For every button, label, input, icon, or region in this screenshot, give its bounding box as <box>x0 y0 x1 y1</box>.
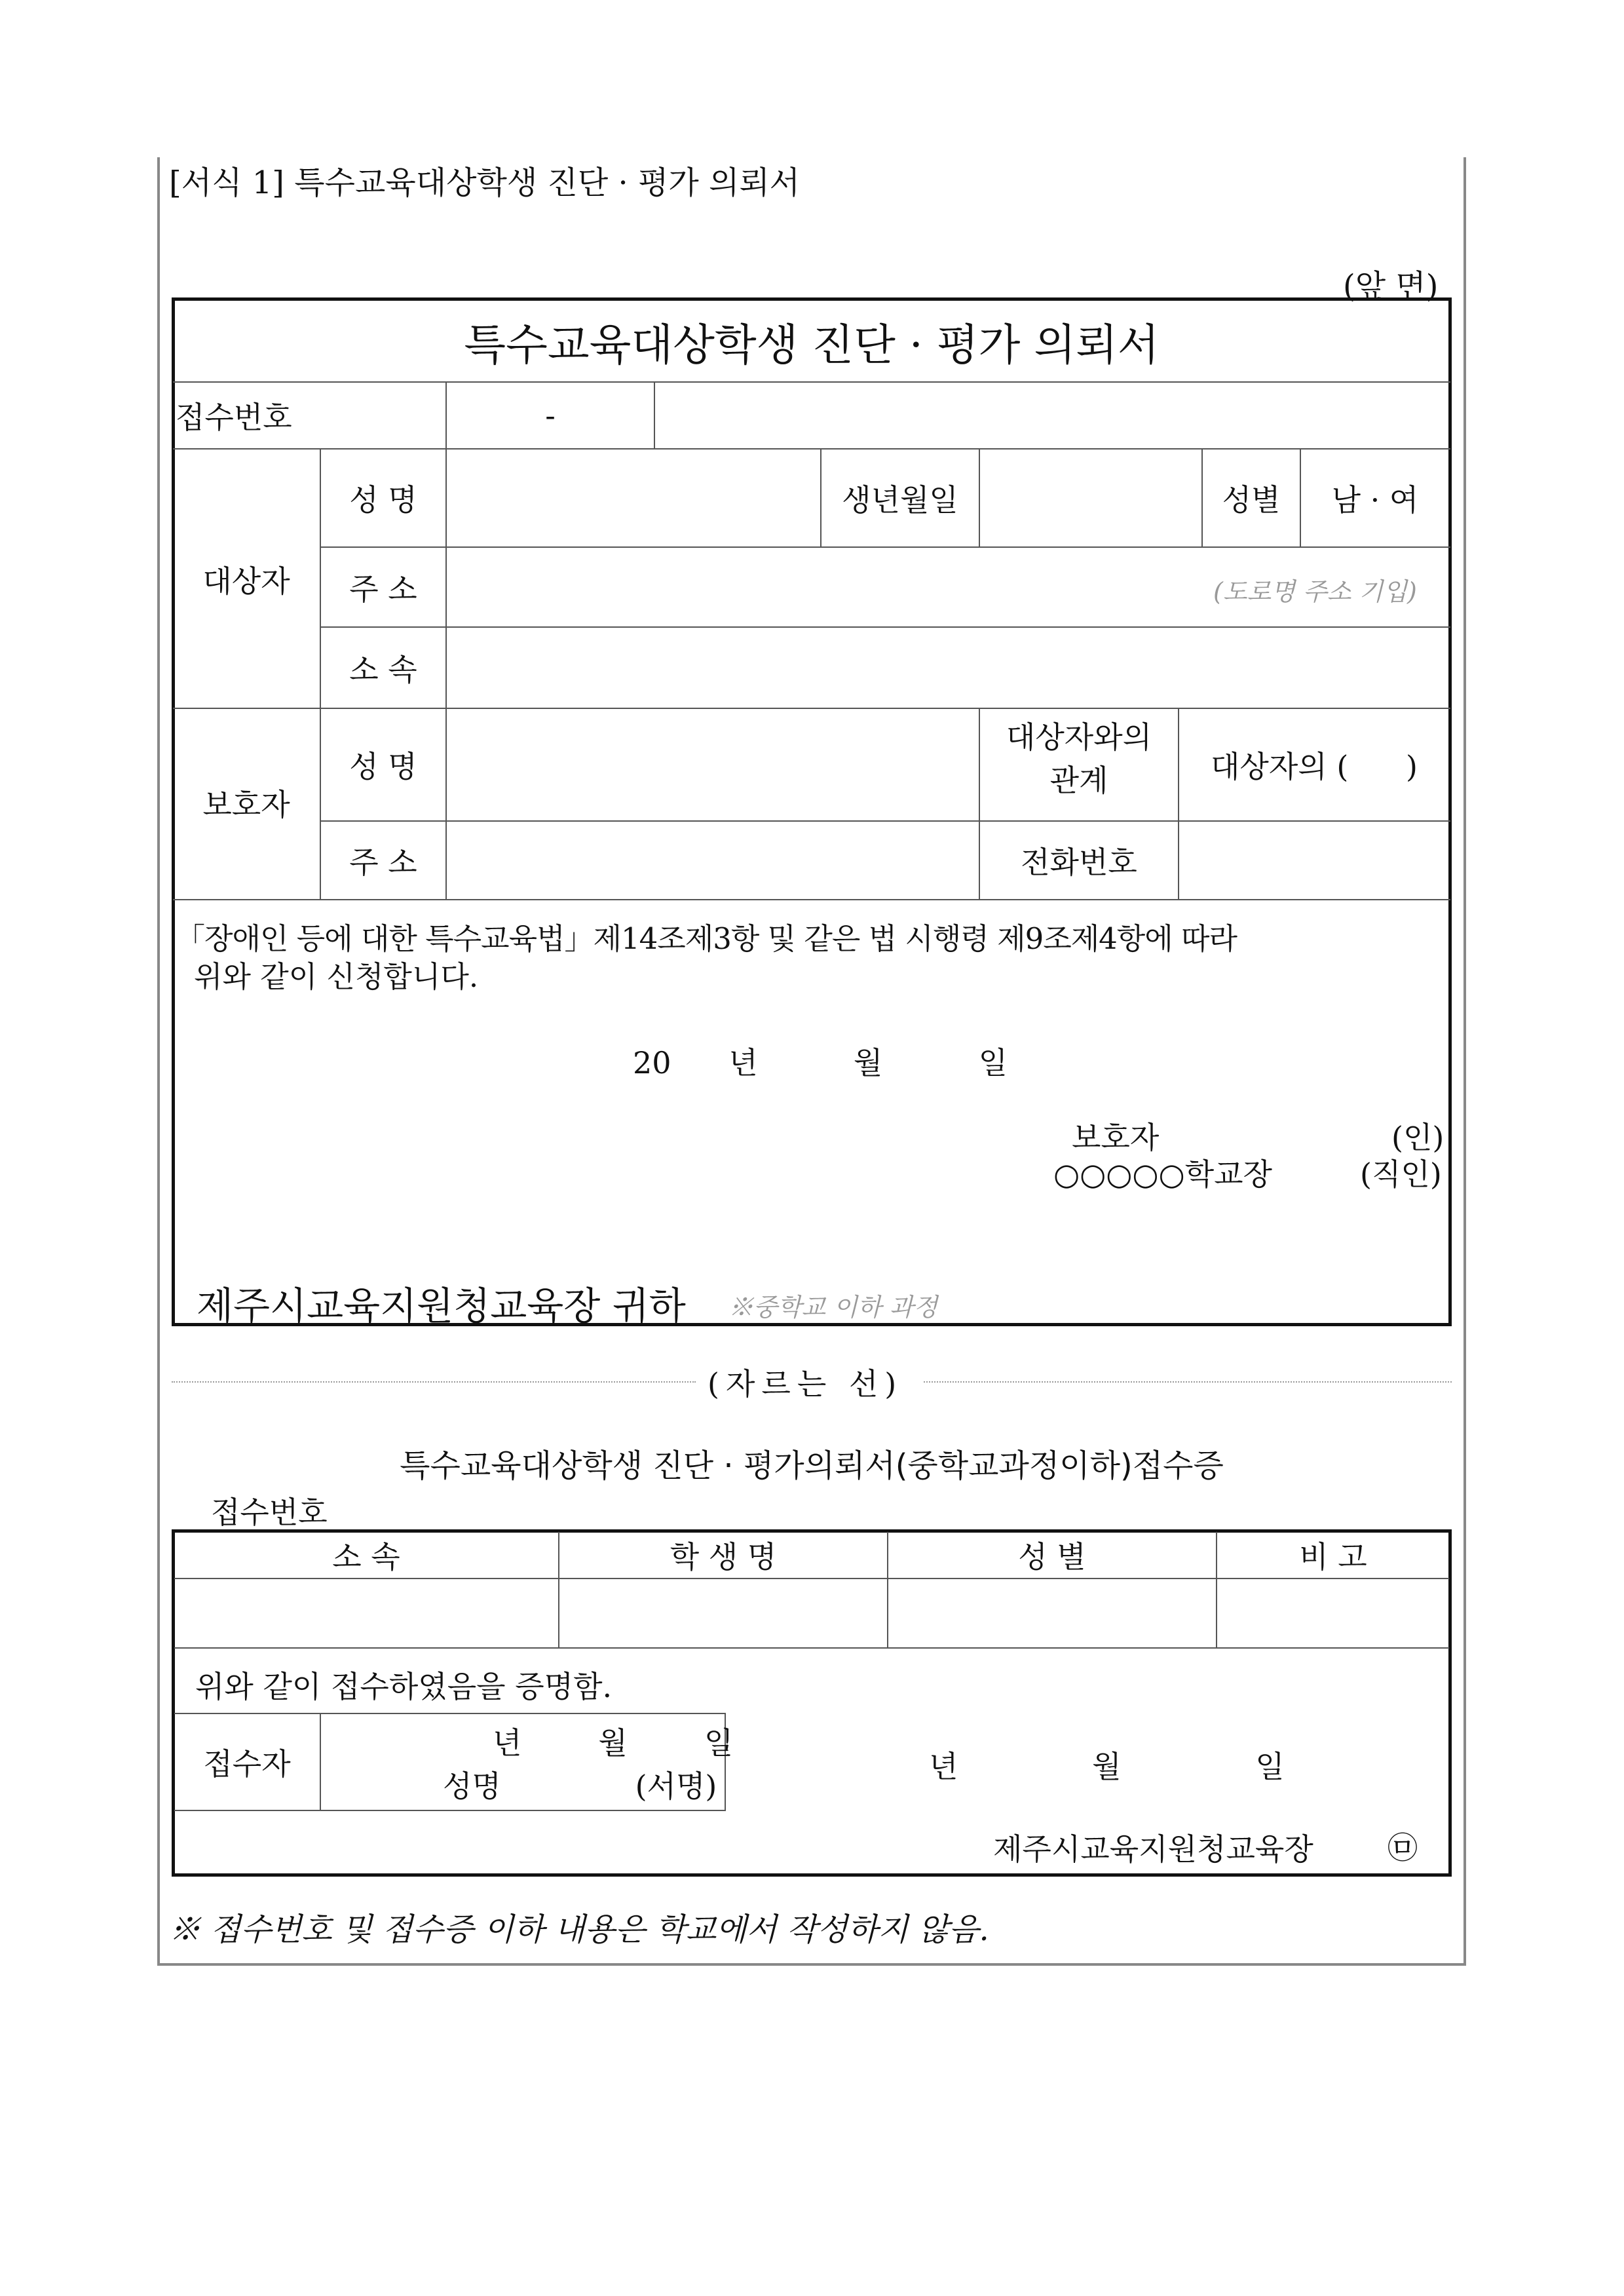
col-remarks: 비 고 <box>1299 1539 1367 1575</box>
receiver-date[interactable]: 년 월 일 <box>493 1725 734 1761</box>
guardian-relation-label <box>980 716 1178 802</box>
subject-gender-label: 성별 <box>1222 482 1281 518</box>
subject-name-label: 성 명 <box>349 482 417 518</box>
issuer-seal[interactable]: ㉤ <box>1388 1830 1418 1866</box>
receipt-confirm-text: 위와 같이 접수하였음을 증명함. <box>195 1669 613 1704</box>
issue-date[interactable]: 년 월 일 <box>929 1749 1285 1784</box>
receipt-gender-field[interactable] <box>888 1579 1216 1647</box>
subject-affiliation-label: 소 속 <box>349 652 417 687</box>
addressee-note: ※중학교 이하 과정 <box>728 1293 938 1322</box>
col-student-name: 학 생 명 <box>670 1539 777 1575</box>
cut-line-left <box>172 1381 696 1383</box>
guardian-relation-field[interactable]: 대상자의 ( ) <box>1211 749 1418 784</box>
receipt-affiliation-field[interactable] <box>174 1579 558 1647</box>
form-title: 특수교육대상학생 진단 · 평가 의뢰서 <box>464 319 1160 370</box>
relation-label-line-1: 대상자와의 <box>1006 719 1152 755</box>
receipt-number-field[interactable]: - <box>545 398 556 433</box>
form-label: [서식 1] 특수교육대상학생 진단 · 평가 의뢰서 <box>169 164 801 201</box>
subject-address-label: 주 소 <box>349 571 417 607</box>
receipt-title: 특수교육대상학생 진단 · 평가의뢰서(중학교과정이하)접수증 <box>400 1447 1224 1484</box>
footer-note: ※ 접수번호 및 접수증 이하 내용은 학교에서 작성하지 않음. <box>169 1911 989 1948</box>
receipt-number-label: 접수번호 <box>176 400 292 435</box>
addressee: 제주시교육지원청교육장 귀하 <box>197 1284 686 1328</box>
subject-affiliation-field[interactable] <box>447 628 1449 708</box>
receiver-label: 접수자 <box>203 1746 291 1782</box>
subject-birth-field[interactable] <box>980 450 1201 546</box>
guardian-address-label: 주 소 <box>349 845 417 880</box>
col-gender: 성 별 <box>1018 1539 1086 1575</box>
guardian-phone-label: 전화번호 <box>1021 845 1137 880</box>
statement-line-2: 위와 같이 신청합니다. <box>194 959 479 994</box>
subject-birth-label: 생년월일 <box>842 482 958 518</box>
col-affiliation: 소 속 <box>332 1539 400 1575</box>
application-date[interactable]: 20 년 월 일 <box>633 1045 1008 1081</box>
guardian-group-label: 보호자 <box>202 787 290 822</box>
statement-line-1: 「장애인 등에 대한 특수교육법」제14조제3항 및 같은 법 시행령 제9조제4항에 따라 <box>176 921 1237 956</box>
receipt-student-name-field[interactable] <box>559 1579 887 1647</box>
page-bottom-rule <box>157 1963 1466 1966</box>
guardian-phone-field[interactable] <box>1179 822 1449 899</box>
guardian-name-label: 성 명 <box>349 749 417 784</box>
subject-gender-choice[interactable]: 남 · 여 <box>1331 482 1419 518</box>
principal-label: ○○○○○학교장 <box>1053 1157 1272 1192</box>
cut-line-label: (자르는 선) <box>708 1366 903 1402</box>
receiver-sign[interactable]: 성명 (서명) <box>443 1769 717 1804</box>
page-right-rule <box>1463 157 1466 1966</box>
guardian-name-field[interactable] <box>447 709 979 820</box>
cut-line-right <box>924 1381 1452 1383</box>
subject-name-field[interactable] <box>447 450 820 546</box>
principal-seal[interactable]: (직인) <box>1360 1157 1442 1192</box>
subject-group-label: 대상자 <box>202 564 290 599</box>
guardian-seal[interactable]: (인) <box>1391 1120 1445 1155</box>
front-side-label: (앞 면) <box>1343 268 1439 305</box>
relation-label-line-2: 관계 <box>1049 763 1108 798</box>
road-address-hint: (도로명 주소 기입) <box>1213 577 1417 606</box>
issuer-name: 제주시교육지원청교육장 <box>993 1831 1313 1867</box>
receipt-number-label-2: 접수번호 <box>211 1495 328 1530</box>
guardian-address-field[interactable] <box>447 822 979 899</box>
guardian-sign-label: 보호자 <box>1072 1120 1160 1155</box>
page-left-rule <box>157 157 160 1966</box>
receipt-remarks-field[interactable] <box>1217 1579 1449 1647</box>
subject-address-field[interactable] <box>447 548 1449 626</box>
